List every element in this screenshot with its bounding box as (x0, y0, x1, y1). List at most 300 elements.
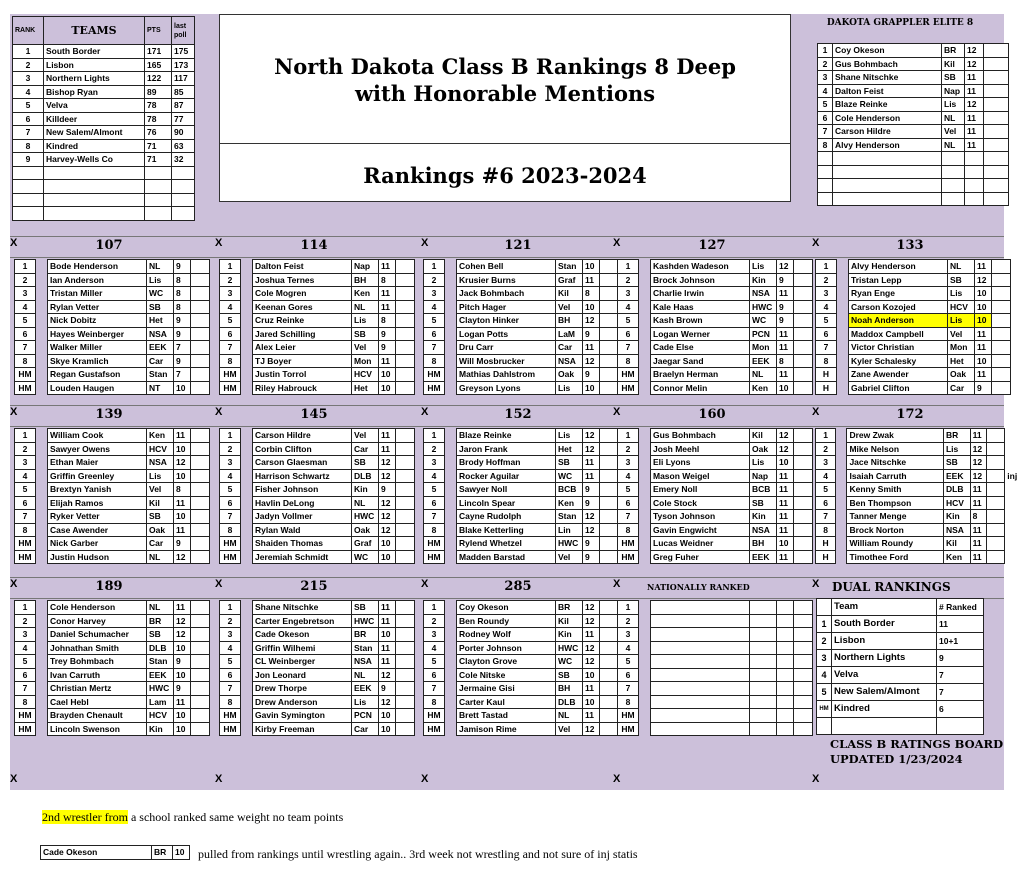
elite-school: Nap (942, 84, 965, 98)
elite-rank (818, 192, 833, 206)
elite-name: Alvy Henderson (833, 138, 942, 152)
wrestler-name: Elijah Ramos (48, 496, 147, 510)
extra-cell (794, 273, 813, 287)
wrestler-row (220, 523, 415, 537)
weight-class-header: 172 (896, 407, 924, 422)
extra-cell (992, 287, 1011, 301)
wrestler-row (220, 456, 415, 470)
wrestler-grade: 11 (970, 523, 987, 537)
wrestler-grade: 11 (379, 601, 396, 615)
wrestler-school: Graf (556, 273, 583, 287)
wrestler-name: Cole Mogren (253, 287, 352, 301)
wrestler-grade: 9 (174, 655, 191, 669)
elite-rank: 1 (818, 44, 833, 58)
wrestler-name: Conor Harvey (48, 614, 147, 628)
wrestler-school: Lis (943, 442, 970, 456)
wrestler-rank: 1 (220, 260, 241, 274)
wrestler-row (618, 641, 813, 655)
wrestler-school: Vel (556, 550, 583, 564)
wrestler-name: Drew Zwak (847, 429, 944, 443)
wrestler-rank: HM (15, 537, 36, 551)
wrestler-school: BR (147, 614, 174, 628)
x-mark: X (812, 578, 820, 590)
elite-school: Vel (942, 125, 965, 139)
wrestler-grade: 12 (583, 641, 600, 655)
wrestler-name: Joshua Ternes (253, 273, 352, 287)
wrestler-school: NL (948, 260, 975, 274)
spacer-cell (445, 381, 457, 395)
extra-cell (191, 368, 210, 382)
extra-cell (396, 300, 415, 314)
elite-grade (965, 192, 984, 206)
wrestler-name: Jon Leonard (253, 668, 352, 682)
spacer-cell (241, 550, 253, 564)
wrestler-row (220, 381, 415, 395)
wrestler-grade: 12 (174, 550, 191, 564)
wrestler-rank: 6 (15, 668, 36, 682)
wrestler-school: BR (556, 601, 583, 615)
team-name: Velva (44, 99, 145, 113)
wrestler-name: Keenan Gores (253, 300, 352, 314)
team-points: 78 (145, 99, 172, 113)
elite-row (818, 192, 1009, 206)
wrestler-name: Madden Barstad (457, 550, 556, 564)
wrestler-name: Jamison Rime (457, 722, 556, 736)
wrestler-rank: 6 (15, 496, 36, 510)
extra-cell (191, 354, 210, 368)
wrestler-name: Jaegar Sand (651, 354, 750, 368)
wrestler-name: Mathias Dahlstrom (457, 368, 556, 382)
wrestler-school: SB (352, 456, 379, 470)
spacer-cell (36, 496, 48, 510)
wrestler-name: Cayne Rudolph (457, 510, 556, 524)
elite-name: Cole Henderson (833, 111, 942, 125)
wrestler-school: Oak (750, 442, 777, 456)
wrestler-name: Gabriel Clifton (849, 381, 948, 395)
wrestler-grade (777, 601, 794, 615)
wrestler-rank: HM (220, 381, 241, 395)
wrestler-school: SB (948, 273, 975, 287)
wrestler-rank: H (816, 368, 837, 382)
wrestler-school: EEK (750, 550, 777, 564)
wrestler-grade (777, 655, 794, 669)
spacer-cell (836, 429, 847, 443)
extra-cell (600, 456, 619, 470)
wrestler-name: Gavin Engwicht (651, 523, 750, 537)
wrestler-grade: 9 (174, 354, 191, 368)
wrestler-rank: 8 (220, 695, 241, 709)
wrestler-school: Kil (556, 287, 583, 301)
wrestler-rank: 3 (618, 628, 639, 642)
extra-cell (396, 655, 415, 669)
spacer-cell (241, 682, 253, 696)
spacer-cell (837, 381, 849, 395)
wrestler-rank: 1 (220, 429, 241, 443)
dual-count: 6 (937, 701, 984, 718)
extra-cell (191, 510, 210, 524)
wrestler-name: Ryker Vetter (48, 510, 147, 524)
spacer-cell (36, 429, 48, 443)
elite-row (818, 165, 1009, 179)
wrestler-rank: HM (15, 368, 36, 382)
elite-name (833, 179, 942, 193)
wrestler-grade (777, 709, 794, 723)
wrestler-row (424, 381, 619, 395)
wrestler-rank: HM (424, 381, 445, 395)
wrestler-school: Car (948, 381, 975, 395)
extra-cell (600, 523, 619, 537)
wrestler-name: Drew Thorpe (253, 682, 352, 696)
wrestler-school: BH (556, 314, 583, 328)
team-last-poll: 63 (172, 139, 195, 153)
wrestler-grade: 12 (583, 722, 600, 736)
wrestler-row (220, 368, 415, 382)
wrestler-name: Brock Johnson (651, 273, 750, 287)
extra-cell (794, 314, 813, 328)
spacer-cell (36, 641, 48, 655)
extra-cell (191, 655, 210, 669)
extra-cell (191, 550, 210, 564)
wrestler-row (220, 537, 415, 551)
wrestler-grade: 11 (583, 628, 600, 642)
extra-cell (191, 300, 210, 314)
wrestler-grade: 7 (174, 368, 191, 382)
elite-grade (965, 152, 984, 166)
weight-class-table (423, 600, 619, 736)
wrestler-school: Stan (556, 260, 583, 274)
wrestler-row (816, 483, 1024, 497)
wrestler-name: Carson Kozojed (849, 300, 948, 314)
spacer-cell (241, 695, 253, 709)
wrestler-rank: 1 (424, 601, 445, 615)
wrestler-grade: 12 (379, 510, 396, 524)
wrestler-grade: 9 (583, 550, 600, 564)
wrestler-row (424, 537, 619, 551)
wrestler-rank: 8 (220, 354, 241, 368)
legend-highlight-text: 2nd wrestler from (42, 810, 128, 824)
wrestler-grade: 10 (174, 442, 191, 456)
spacer-cell (241, 327, 253, 341)
wrestler-row (220, 496, 415, 510)
wrestler-rank: HM (220, 722, 241, 736)
wrestler-rank: 7 (618, 510, 639, 524)
wrestler-grade: 12 (174, 628, 191, 642)
wrestler-school: HWC (750, 300, 777, 314)
wrestler-row (424, 327, 619, 341)
elite-extra (984, 138, 1009, 152)
legend-example-row (40, 845, 190, 860)
wrestler-name: Victor Christian (849, 341, 948, 355)
wrestler-name: Josh Meehl (651, 442, 750, 456)
wrestler-row (15, 456, 210, 470)
extra-cell (600, 537, 619, 551)
elite-extra (984, 71, 1009, 85)
wrestler-rank: 7 (15, 341, 36, 355)
wrestler-grade: 12 (379, 496, 396, 510)
wrestler-row (15, 429, 210, 443)
wrestler-name: Nick Dobitz (48, 314, 147, 328)
wrestler-school: EEK (943, 469, 970, 483)
spacer-cell (445, 641, 457, 655)
elite-row (818, 57, 1009, 71)
wrestler-school: Kin (147, 722, 174, 736)
wrestler-name (651, 641, 750, 655)
wrestler-rank: 8 (424, 523, 445, 537)
wrestler-row (424, 341, 619, 355)
wrestler-grade: 11 (975, 341, 992, 355)
extra-cell (191, 456, 210, 470)
extra-cell (794, 601, 813, 615)
wrestler-rank: 4 (816, 469, 836, 483)
elite-rank: 7 (818, 125, 833, 139)
extra-cell (600, 496, 619, 510)
wrestler-school: SB (750, 496, 777, 510)
wrestler-name: Ethan Maier (48, 456, 147, 470)
wrestler-school: Mon (352, 354, 379, 368)
elite-name: Blaze Reinke (833, 98, 942, 112)
wrestler-name: Ben Roundy (457, 614, 556, 628)
weight-class-table (423, 259, 619, 395)
wrestler-school: HWC (556, 641, 583, 655)
wrestler-name: Trey Bohmbach (48, 655, 147, 669)
elite-school (942, 192, 965, 206)
extra-cell (987, 523, 1005, 537)
elite-school (942, 152, 965, 166)
ratings-board-line2: UPDATED 1/23/2024 (830, 752, 963, 766)
wrestler-row (424, 287, 619, 301)
wrestler-row (220, 341, 415, 355)
title-divider (220, 143, 790, 144)
wrestler-grade: 11 (777, 510, 794, 524)
wrestler-name: Cole Stock (651, 496, 750, 510)
extra-cell (191, 483, 210, 497)
spacer-cell (836, 550, 847, 564)
wrestler-grade (777, 628, 794, 642)
wrestler-row (424, 429, 619, 443)
wrestler-name: Christian Mertz (48, 682, 147, 696)
wrestler-name: Clayton Hinker (457, 314, 556, 328)
extra-cell (600, 354, 619, 368)
spacer-cell (639, 628, 651, 642)
weight-class-header: 160 (698, 407, 726, 422)
dual-row (817, 650, 984, 667)
wrestler-rank: 8 (15, 523, 36, 537)
elite-name: Carson Hildre (833, 125, 942, 139)
spacer-cell (639, 341, 651, 355)
spacer-cell (36, 722, 48, 736)
wrestler-rank: 4 (220, 469, 241, 483)
wrestler-grade: 12 (583, 510, 600, 524)
team-rank (13, 180, 44, 194)
wrestler-school: Het (147, 314, 174, 328)
wrestler-grade: 9 (777, 300, 794, 314)
extra-cell (396, 682, 415, 696)
wrestler-row (424, 469, 619, 483)
wrestler-school: NL (352, 668, 379, 682)
wrestler-row (220, 614, 415, 628)
extra-cell (600, 260, 619, 274)
spacer-cell (36, 354, 48, 368)
wrestler-school: Kin (556, 628, 583, 642)
weight-class-header: 145 (300, 407, 328, 422)
elite-school: NL (942, 111, 965, 125)
weight-class-header: 107 (95, 238, 123, 253)
wrestler-rank: 5 (15, 655, 36, 669)
wrestler-grade: 11 (174, 695, 191, 709)
wrestler-school: DLB (352, 469, 379, 483)
spacer-cell (445, 601, 457, 615)
weight-class-header: 215 (300, 579, 328, 594)
x-mark: X (613, 406, 621, 418)
wrestler-row (220, 314, 415, 328)
team-rank (13, 166, 44, 180)
wrestler-grade: 12 (777, 429, 794, 443)
wrestler-rank: 8 (618, 695, 639, 709)
wrestler-name: Cade Okeson (253, 628, 352, 642)
wrestler-rank: 5 (15, 483, 36, 497)
wrestler-name: Krusier Burns (457, 273, 556, 287)
team-name (44, 193, 145, 207)
wrestler-row (618, 354, 813, 368)
dual-team: New Salem/Almont (832, 684, 937, 701)
elite-extra (984, 111, 1009, 125)
wrestler-row (15, 682, 210, 696)
wrestler-grade: 8 (174, 287, 191, 301)
wrestler-row (424, 682, 619, 696)
team-last-poll: 85 (172, 85, 195, 99)
wrestler-grade (777, 614, 794, 628)
wrestler-row (618, 722, 813, 736)
x-mark: X (215, 237, 223, 249)
elite-rank: 6 (818, 111, 833, 125)
wrestler-row (220, 709, 415, 723)
wrestler-rank: 7 (424, 682, 445, 696)
wrestler-name: Brextyn Yanish (48, 483, 147, 497)
extra-cell (794, 287, 813, 301)
wrestler-row (618, 368, 813, 382)
extra-cell (396, 314, 415, 328)
wrestler-name: Cade Else (651, 341, 750, 355)
dual-count (937, 718, 984, 735)
wrestler-school: BCB (750, 483, 777, 497)
wrestler-row (424, 260, 619, 274)
extra-cell (794, 368, 813, 382)
wrestler-school: Oak (556, 368, 583, 382)
wrestler-school: Kil (556, 614, 583, 628)
extra-cell (191, 429, 210, 443)
wrestler-name: Lucas Weidner (651, 537, 750, 551)
spacer-cell (36, 523, 48, 537)
team-last-poll (172, 207, 195, 221)
wrestler-rank: HM (424, 722, 445, 736)
wrestler-grade: 11 (583, 341, 600, 355)
wrestler-row (424, 628, 619, 642)
wrestler-rank: 6 (220, 496, 241, 510)
wrestler-name: Jack Bohmbach (457, 287, 556, 301)
team-row (13, 99, 195, 113)
wrestler-row (816, 327, 1011, 341)
wrestler-grade (777, 722, 794, 736)
team-name (44, 166, 145, 180)
elite-row (818, 138, 1009, 152)
wrestler-school: Mon (750, 341, 777, 355)
extra-cell (191, 641, 210, 655)
wrestler-row (15, 668, 210, 682)
wrestler-row (424, 368, 619, 382)
wrestler-row (220, 469, 415, 483)
extra-cell (191, 628, 210, 642)
extra-cell (600, 709, 619, 723)
weight-class-header: 285 (504, 579, 532, 594)
elite-row (818, 98, 1009, 112)
wrestler-name: Louden Haugen (48, 381, 147, 395)
extra-cell (191, 682, 210, 696)
wrestler-name: Walker Miller (48, 341, 147, 355)
wrestler-school (750, 614, 777, 628)
wrestler-grade: 10 (777, 456, 794, 470)
legend-example-name: Cade Okeson (41, 846, 152, 860)
wrestler-row (618, 668, 813, 682)
team-row (13, 85, 195, 99)
wrestler-row (816, 550, 1024, 564)
spacer-cell (36, 381, 48, 395)
wrestler-name: Nick Garber (48, 537, 147, 551)
wrestler-school: SB (943, 456, 970, 470)
wrestler-row (618, 381, 813, 395)
wrestler-name: Charlie Irwin (651, 287, 750, 301)
wrestler-name: Jace Nitschke (847, 456, 944, 470)
dual-row (817, 667, 984, 684)
x-mark: X (10, 406, 18, 418)
team-name: Lisbon (44, 58, 145, 72)
wrestler-name: Hayes Weinberger (48, 327, 147, 341)
wrestler-rank: 1 (618, 601, 639, 615)
wrestler-rank: 4 (220, 300, 241, 314)
wrestler-grade (777, 641, 794, 655)
wrestler-name: Greg Fuher (651, 550, 750, 564)
wrestler-grade: 12 (583, 354, 600, 368)
team-points: 122 (145, 72, 172, 86)
spacer-cell (445, 668, 457, 682)
team-last-poll: 175 (172, 45, 195, 59)
wrestler-school: Lis (948, 314, 975, 328)
wrestler-grade (777, 695, 794, 709)
wrestler-grade: 12 (583, 314, 600, 328)
wrestler-row (220, 287, 415, 301)
elite-rank (818, 165, 833, 179)
wrestler-name: Riley Habrouck (253, 381, 352, 395)
wrestler-school: NSA (352, 655, 379, 669)
wrestler-school: EEK (147, 341, 174, 355)
extra-cell (794, 341, 813, 355)
spacer-cell (445, 483, 457, 497)
wrestler-name: Kenny Smith (847, 483, 944, 497)
wrestler-name: Fisher Johnson (253, 483, 352, 497)
team-rank: 9 (13, 153, 44, 167)
x-mark: X (613, 237, 621, 249)
wrestler-rank: HM (220, 550, 241, 564)
team-name: Kindred (44, 139, 145, 153)
wrestler-name: Kash Brown (651, 314, 750, 328)
wrestler-row (816, 456, 1024, 470)
wrestler-school: HWC (352, 614, 379, 628)
wrestler-school: Nap (750, 469, 777, 483)
wrestler-school: HWC (147, 682, 174, 696)
elite-extra (984, 98, 1009, 112)
extra-cell (600, 550, 619, 564)
wrestler-rank: 6 (618, 668, 639, 682)
wrestler-name: Drew Anderson (253, 695, 352, 709)
